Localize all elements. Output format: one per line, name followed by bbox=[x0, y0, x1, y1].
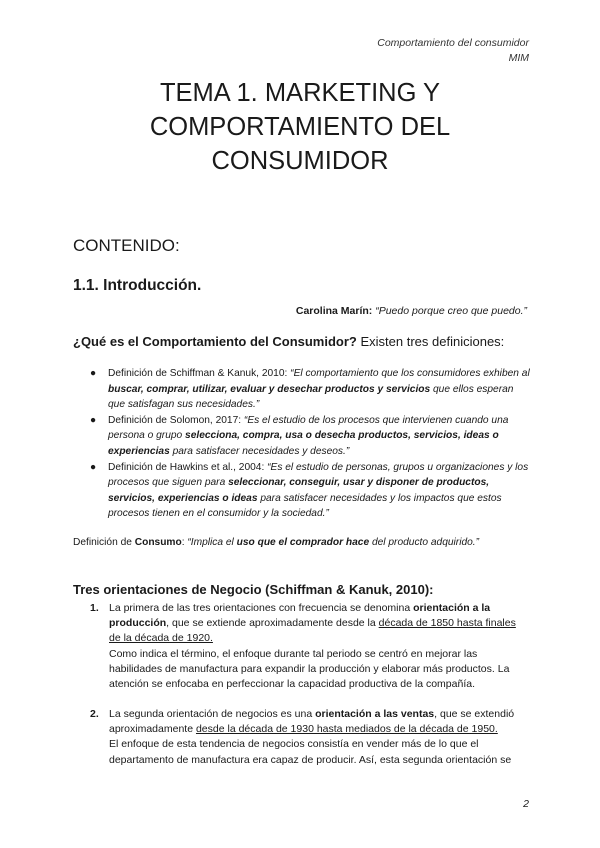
consumo-italic: “Implica el bbox=[187, 537, 237, 548]
contents-heading: CONTENIDO: bbox=[73, 236, 180, 255]
header-course: Comportamiento del consumidor bbox=[377, 37, 529, 49]
orientation-text-2: , que se extiende aproximadamente desde la bbox=[166, 617, 379, 630]
consumption-definition bbox=[73, 537, 479, 548]
consumo-bold: uso que el comprador hace bbox=[236, 537, 370, 548]
definition-lead: Definición de Solomon, 2017: bbox=[108, 414, 244, 426]
definition-italic-end: para satisfacer necesidades y deseos.” bbox=[169, 445, 350, 457]
bullet-icon: ● bbox=[90, 368, 97, 379]
consumo-italic-end: del producto adquirido.” bbox=[369, 537, 480, 548]
question-bold: ¿Qué es el Comportamiento del Consumidor? bbox=[73, 334, 357, 349]
page-title bbox=[60, 76, 540, 178]
section-heading-introduction: 1.1. Introducción. bbox=[73, 277, 202, 294]
title-line-1: TEMA 1. MARKETING Y bbox=[159, 79, 441, 107]
orientation-term: orientación a la producción bbox=[109, 602, 491, 630]
orientation-paragraph bbox=[109, 707, 530, 737]
quote-text: “Puedo porque creo que puedo.” bbox=[375, 305, 527, 317]
orientation-explanation: El enfoque de esta tendencia de negocios consistía en vender más de lo que el departamento de manufactura era capaz de producir. Así, esta segunda orientación se bbox=[109, 738, 512, 766]
definitions-list bbox=[90, 366, 530, 522]
orientation-number: 2. bbox=[90, 708, 99, 720]
definition-bold: seleccionar, conseguir, usar y disponer de productos, servicios, experiencias o ideas bbox=[108, 477, 490, 504]
consumo-lead: Definición de bbox=[73, 537, 135, 548]
definition-item bbox=[90, 366, 530, 413]
epigraph-quote bbox=[296, 305, 527, 317]
page-number: 2 bbox=[523, 798, 529, 810]
definition-bold: selecciona, compra, usa o desecha productos, servicios, ideas o experiencias bbox=[108, 430, 499, 457]
orientation-period: desde la década de 1930 hasta mediados de la década de 1950. bbox=[195, 723, 498, 736]
orientation-text: La segunda orientación de negocios es una bbox=[109, 708, 316, 720]
header-program: MIM bbox=[508, 52, 529, 64]
orientation-number: 1. bbox=[90, 602, 99, 614]
definition-italic-end: para satisfacer necesidades y los impactos que estos procesos tienen en el consumidor y la sociedad.” bbox=[108, 492, 502, 520]
orientation-text-2: , que se extendió aproximadamente bbox=[109, 708, 515, 736]
orientation-period: década de 1850 hasta finales de la década de 1920. bbox=[109, 617, 516, 645]
definition-italic: “El comportamiento que los consumidores exhiben al bbox=[290, 368, 530, 379]
definition-item bbox=[90, 460, 530, 522]
orientation-paragraph bbox=[109, 601, 530, 647]
definition-italic: “Es el estudio de personas, grupos u organizaciones y los procesos que siguen para bbox=[108, 461, 529, 489]
question-line bbox=[73, 334, 504, 349]
orientation-item bbox=[90, 601, 530, 692]
running-header bbox=[377, 36, 529, 66]
consumo-colon: : bbox=[181, 537, 188, 548]
quote-author: Carolina Marín: bbox=[295, 305, 373, 317]
bullet-icon: ● bbox=[90, 461, 97, 473]
orientation-term: orientación a las ventas bbox=[315, 708, 435, 720]
title-line-3: CONSUMIDOR bbox=[211, 147, 389, 175]
orientation-explanation: Como indica el término, el enfoque durante tal periodo se centró en mejorar las habilidades de manufactura para expandir la producción y elaborar más productos. La atención se enfocaba en perfeccionar la capacidad productiva de la compañía. bbox=[109, 647, 510, 691]
definition-lead: Definición de Schiffman & Kanuk, 2010: bbox=[108, 368, 291, 379]
consumo-term: Consumo bbox=[134, 537, 182, 548]
title-line-2: COMPORTAMIENTO DEL bbox=[149, 113, 451, 141]
definition-lead: Definición de Hawkins et al., 2004: bbox=[108, 461, 268, 473]
orientations-heading: Tres orientaciones de Negocio (Schiffman & Kanuk, 2010): bbox=[73, 582, 434, 597]
orientation-item bbox=[90, 707, 530, 768]
question-rest: Existen tres definiciones: bbox=[356, 334, 505, 349]
definition-item bbox=[90, 413, 530, 460]
orientation-text: La primera de las tres orientaciones con frecuencia se denomina bbox=[109, 602, 414, 614]
definition-italic-end: que ellos esperan que satisfagan sus necesidades.” bbox=[108, 383, 514, 411]
definition-italic: “Es el estudio de los procesos que intervienen cuando una persona o grupo bbox=[108, 414, 509, 442]
definition-bold: buscar, comprar, utilizar, evaluar y desechar productos y servicios bbox=[108, 383, 431, 395]
bullet-icon: ● bbox=[90, 414, 97, 426]
